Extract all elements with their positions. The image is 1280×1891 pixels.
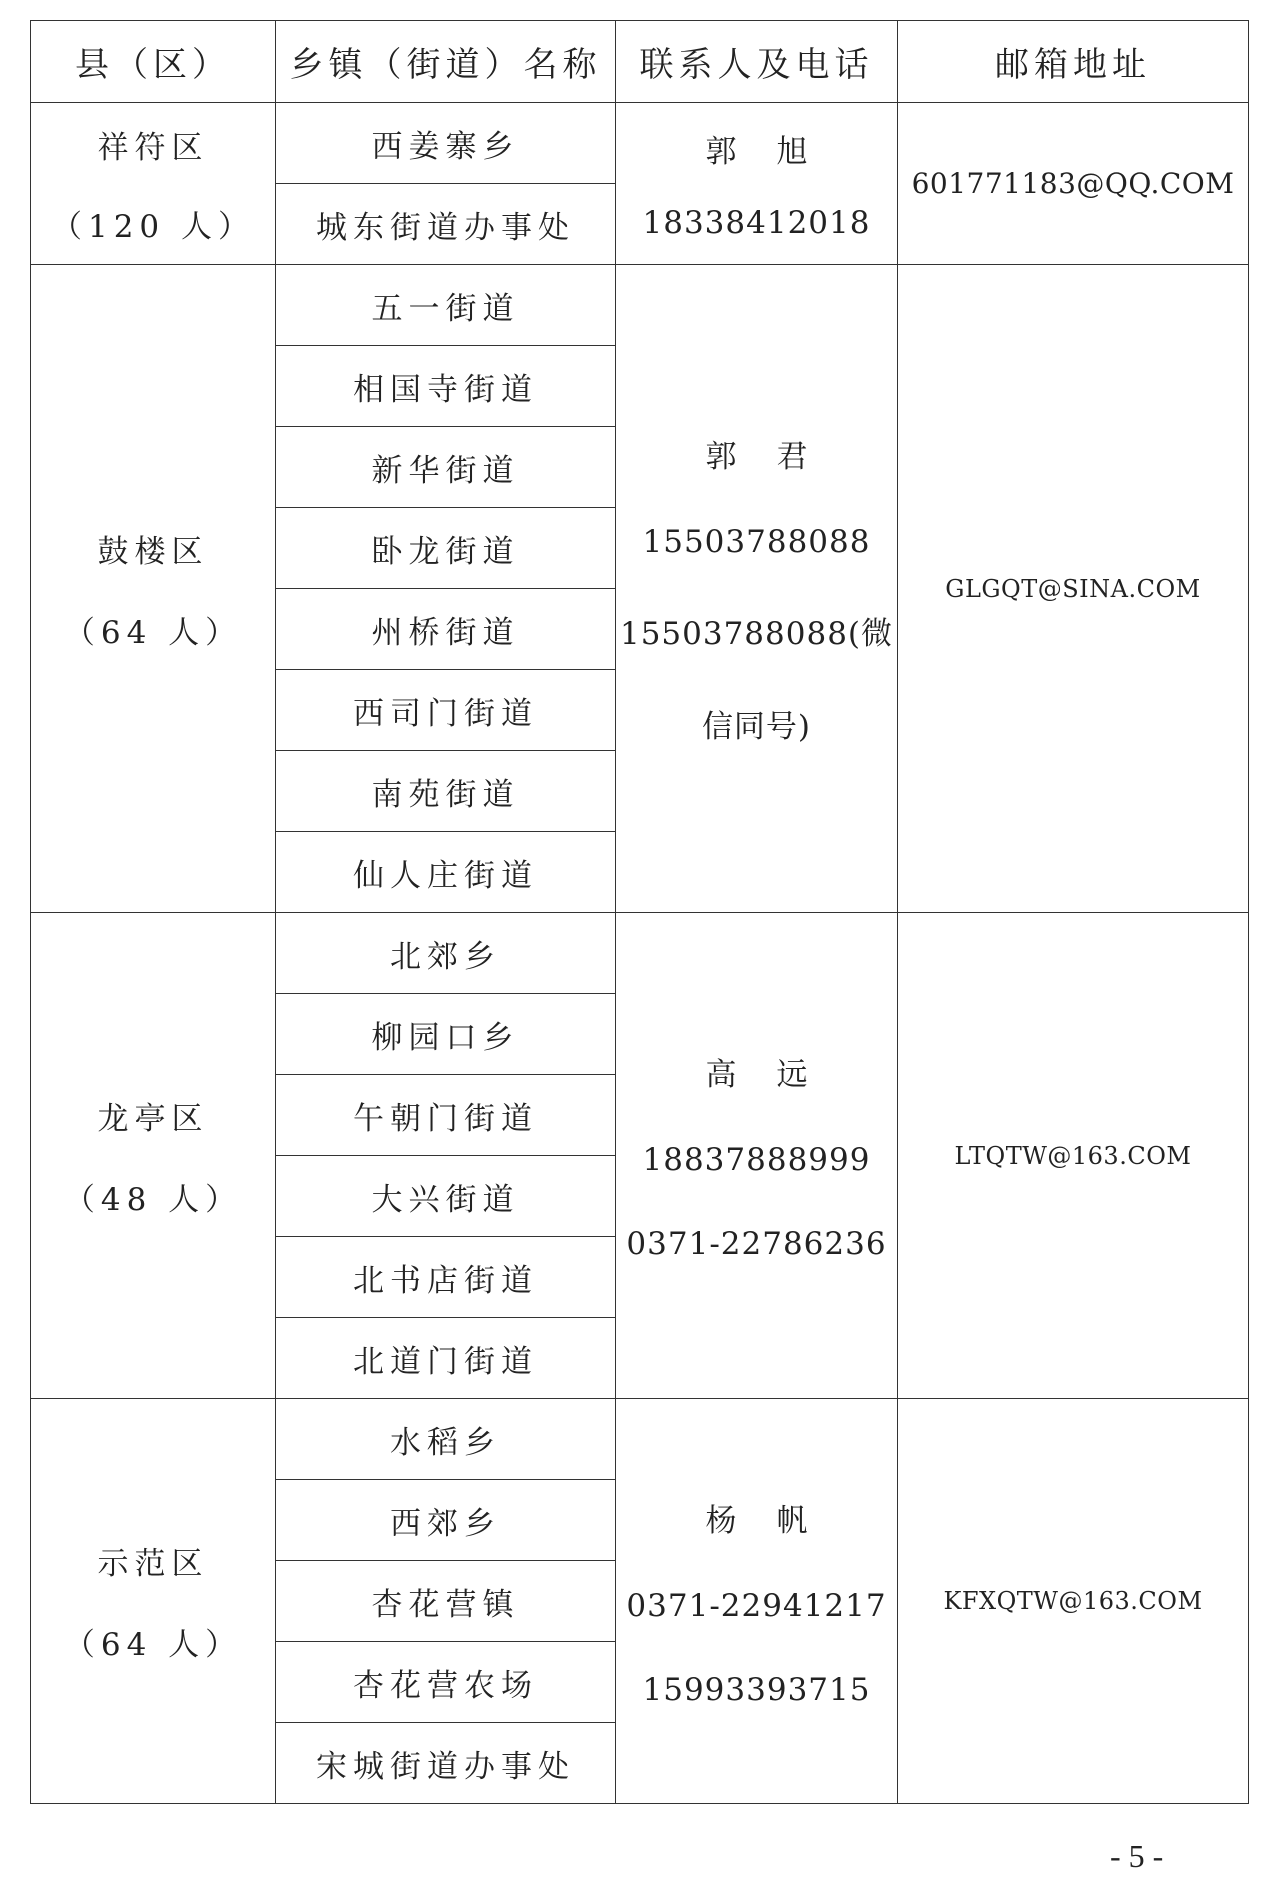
contact-cell — [616, 265, 898, 913]
contact-cell — [616, 913, 898, 1399]
town-cell: 大兴街道 — [276, 1156, 616, 1237]
town-cell: 卧龙街道 — [276, 508, 616, 589]
town-cell: 北郊乡 — [276, 913, 616, 994]
county-count: （64 人） — [63, 614, 243, 651]
contact-name: 杨帆 — [705, 1502, 848, 1539]
town-cell: 水稻乡 — [276, 1399, 616, 1480]
town-cell: 西司门街道 — [276, 670, 616, 751]
contact-table — [30, 20, 1249, 1804]
county-count: （48 人） — [63, 1181, 243, 1218]
contact-line: 18338412018 — [642, 205, 871, 241]
town-cell: 新华街道 — [276, 427, 616, 508]
contact-line: 0371-22786236 — [626, 1226, 887, 1262]
email-cell: GLGQT@SINA.COM — [898, 265, 1249, 913]
town-cell: 相国寺街道 — [276, 346, 616, 427]
town-cell: 杏花营农场 — [276, 1642, 616, 1723]
contact-name: 郭君 — [705, 439, 848, 475]
county-name: 龙亭区 — [97, 1100, 209, 1137]
county-cell — [31, 1399, 276, 1804]
county-name: 祥符区 — [97, 129, 209, 166]
town-cell: 午朝门街道 — [276, 1075, 616, 1156]
town-cell: 杏花营镇 — [276, 1561, 616, 1642]
county-name: 鼓楼区 — [97, 533, 209, 570]
email-cell: KFXQTW@163.COM — [898, 1399, 1249, 1804]
contact-line: 15993393715 — [642, 1671, 871, 1708]
contact-cell — [616, 1399, 898, 1804]
county-count: （64 人） — [63, 1627, 243, 1663]
contact-cell — [616, 103, 898, 265]
page-number: - 5 - — [1110, 1838, 1164, 1874]
header-town: 乡镇（街道）名称 — [276, 21, 616, 103]
header-email: 邮箱地址 — [898, 21, 1249, 103]
table-row — [31, 265, 1249, 346]
table-row — [31, 103, 1249, 184]
town-cell: 城东街道办事处 — [276, 184, 616, 265]
table-row — [31, 1399, 1249, 1480]
town-cell: 西姜寨乡 — [276, 103, 616, 184]
county-count: （120 人） — [50, 208, 256, 245]
town-cell: 州桥街道 — [276, 589, 616, 670]
email-cell: LTQTW@163.COM — [898, 913, 1249, 1399]
header-contact: 联系人及电话 — [616, 21, 898, 103]
town-cell: 北道门街道 — [276, 1318, 616, 1399]
table-body — [31, 103, 1249, 1804]
contact-line: 信同号) — [701, 709, 812, 745]
header-county: 县（区） — [31, 21, 276, 103]
county-cell — [31, 913, 276, 1399]
contact-line: 18837888999 — [642, 1142, 871, 1178]
email-cell: 601771183@QQ.COM — [898, 103, 1249, 265]
town-cell: 仙人庄街道 — [276, 832, 616, 913]
header-row — [31, 21, 1249, 103]
county-name: 示范区 — [97, 1546, 209, 1582]
contact-line: 0371-22941217 — [626, 1587, 887, 1624]
county-cell — [31, 265, 276, 913]
contact-line: 15503788088 — [642, 524, 871, 560]
contact-name: 高远 — [705, 1057, 848, 1093]
table-row — [31, 913, 1249, 994]
county-cell — [31, 103, 276, 265]
contact-line: 15503788088(微 — [619, 616, 894, 652]
town-cell: 北书店街道 — [276, 1237, 616, 1318]
town-cell: 五一街道 — [276, 265, 616, 346]
town-cell: 柳园口乡 — [276, 994, 616, 1075]
town-cell: 西郊乡 — [276, 1480, 616, 1561]
town-cell: 南苑街道 — [276, 751, 616, 832]
contact-name: 郭旭 — [705, 134, 848, 170]
town-cell: 宋城街道办事处 — [276, 1723, 616, 1804]
